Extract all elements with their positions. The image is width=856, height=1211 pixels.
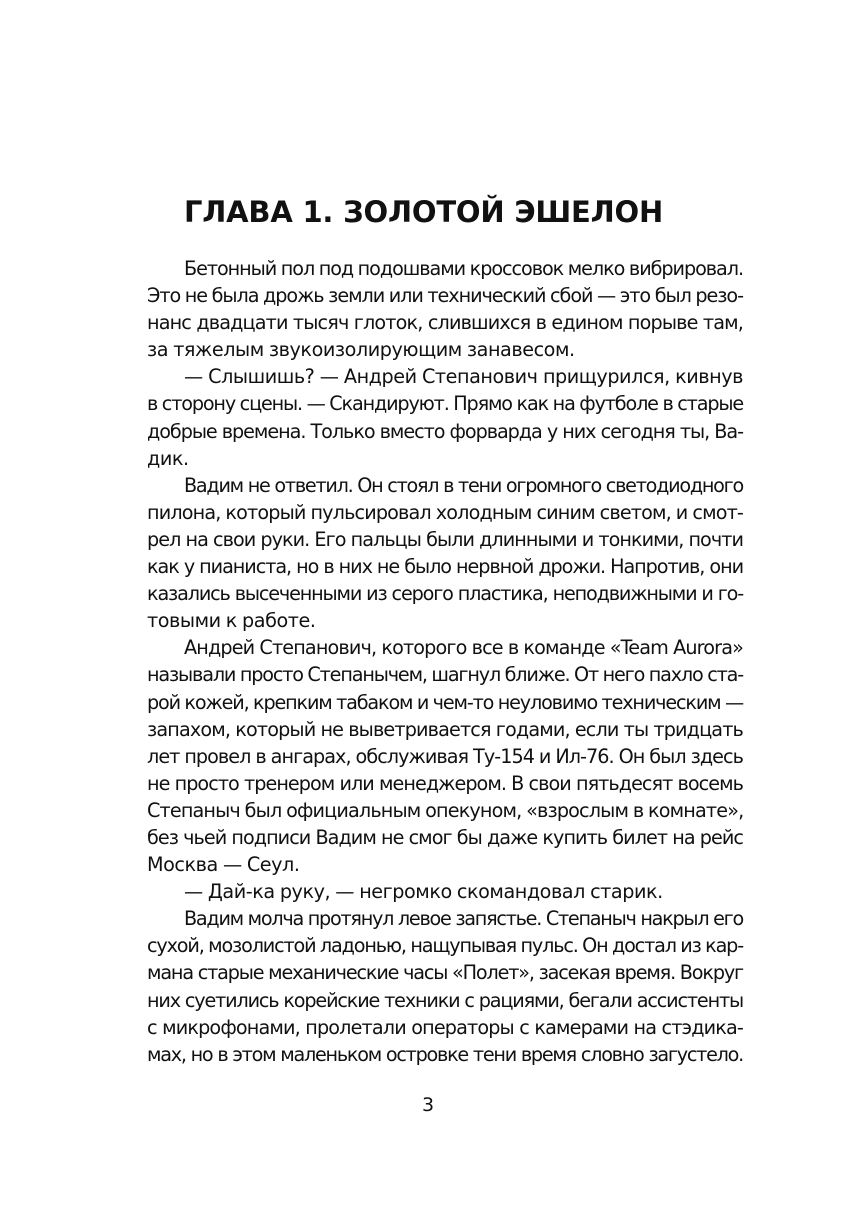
text-line: — Дай-ка руку, — негромко скомандовал старик. bbox=[184, 880, 663, 904]
text-line: за тяжелым звукоизолирующим занавесом. bbox=[147, 338, 575, 362]
page-number: 3 bbox=[421, 1094, 435, 1116]
paragraph bbox=[147, 905, 743, 1068]
text-line: сухой, мозолистой ладонью, нащупывая пульс. Он достал из кар- bbox=[147, 934, 743, 958]
text-line: казались высеченными из серого пластика, неподвижными и го- bbox=[147, 582, 743, 606]
text-line: пилона, который пульсировал холодным синим светом, и смот- bbox=[147, 500, 743, 524]
paragraph bbox=[147, 634, 743, 878]
paragraph bbox=[147, 363, 743, 471]
text-line: с микрофонами, пролетали операторы с камерами на стэдика- bbox=[147, 1015, 743, 1039]
text-line: Это не была дрожь земли или технический сбой — это был резо- bbox=[147, 284, 743, 308]
text-line: них суетились корейские техники с рациями, бегали ассистенты bbox=[147, 988, 743, 1012]
paragraph bbox=[147, 255, 743, 363]
text-line: без чьей подписи Вадим не смог бы даже купить билет на рейс bbox=[147, 825, 743, 849]
text-line: Андрей Степанович, которого все в команде «Team Aurora» bbox=[184, 636, 743, 660]
text-line: лет провел в ангарах, обслуживая Ту-154 и Ил-76. Он был здесь bbox=[147, 744, 743, 768]
chapter-body bbox=[147, 255, 743, 1068]
text-line: не просто тренером или менеджером. В свои пятьдесят восемь bbox=[147, 771, 743, 795]
text-line: рой кожей, крепким табаком и чем-то неуловимо техническим — bbox=[147, 690, 743, 714]
text-line: нанс двадцати тысяч глоток, слившихся в едином порыве там, bbox=[147, 311, 743, 335]
text-line: Москва — Сеул. bbox=[147, 853, 300, 877]
text-line: товыми к работе. bbox=[147, 609, 316, 633]
text-line: как у пианиста, но в них не было нервной дрожи. Напротив, они bbox=[147, 555, 743, 579]
text-line: добрые времена. Только вместо форварда у них сегодня ты, Ва- bbox=[147, 419, 743, 443]
text-line: — Слышишь? — Андрей Степанович прищурился, кивнув bbox=[184, 365, 743, 389]
paragraph bbox=[147, 878, 743, 905]
paragraph bbox=[147, 472, 743, 635]
text-line: называли просто Степанычем, шагнул ближе. От него пахло ста- bbox=[147, 663, 743, 687]
text-line: дик. bbox=[147, 446, 189, 470]
text-line: Степаныч был официальным опекуном, «взрослым в комнате», bbox=[147, 798, 744, 822]
text-line: в сторону сцены. — Скандируют. Прямо как на футболе в старые bbox=[147, 392, 743, 416]
chapter-title: ГЛАВА 1. ЗОЛОТОЙ ЭШЕЛОН bbox=[184, 195, 664, 229]
text-line: мах, но в этом маленьком островке тени время словно загустело. bbox=[147, 1042, 743, 1066]
text-line: Бетонный пол под подошвами кроссовок мелко вибрировал. bbox=[184, 257, 743, 280]
text-line: рел на свои руки. Его пальцы были длинными и тонкими, почти bbox=[147, 527, 743, 551]
text-line: запахом, который не выветривается годами, если ты тридцать bbox=[147, 717, 743, 741]
text-line: Вадим молча протянул левое запястье. Степаныч накрыл его bbox=[184, 907, 743, 931]
text-line: Вадим не ответил. Он стоял в тени огромного светодиодного bbox=[184, 473, 743, 497]
text-line: мана старые механические часы «Полет», засекая время. Вокруг bbox=[147, 961, 743, 985]
